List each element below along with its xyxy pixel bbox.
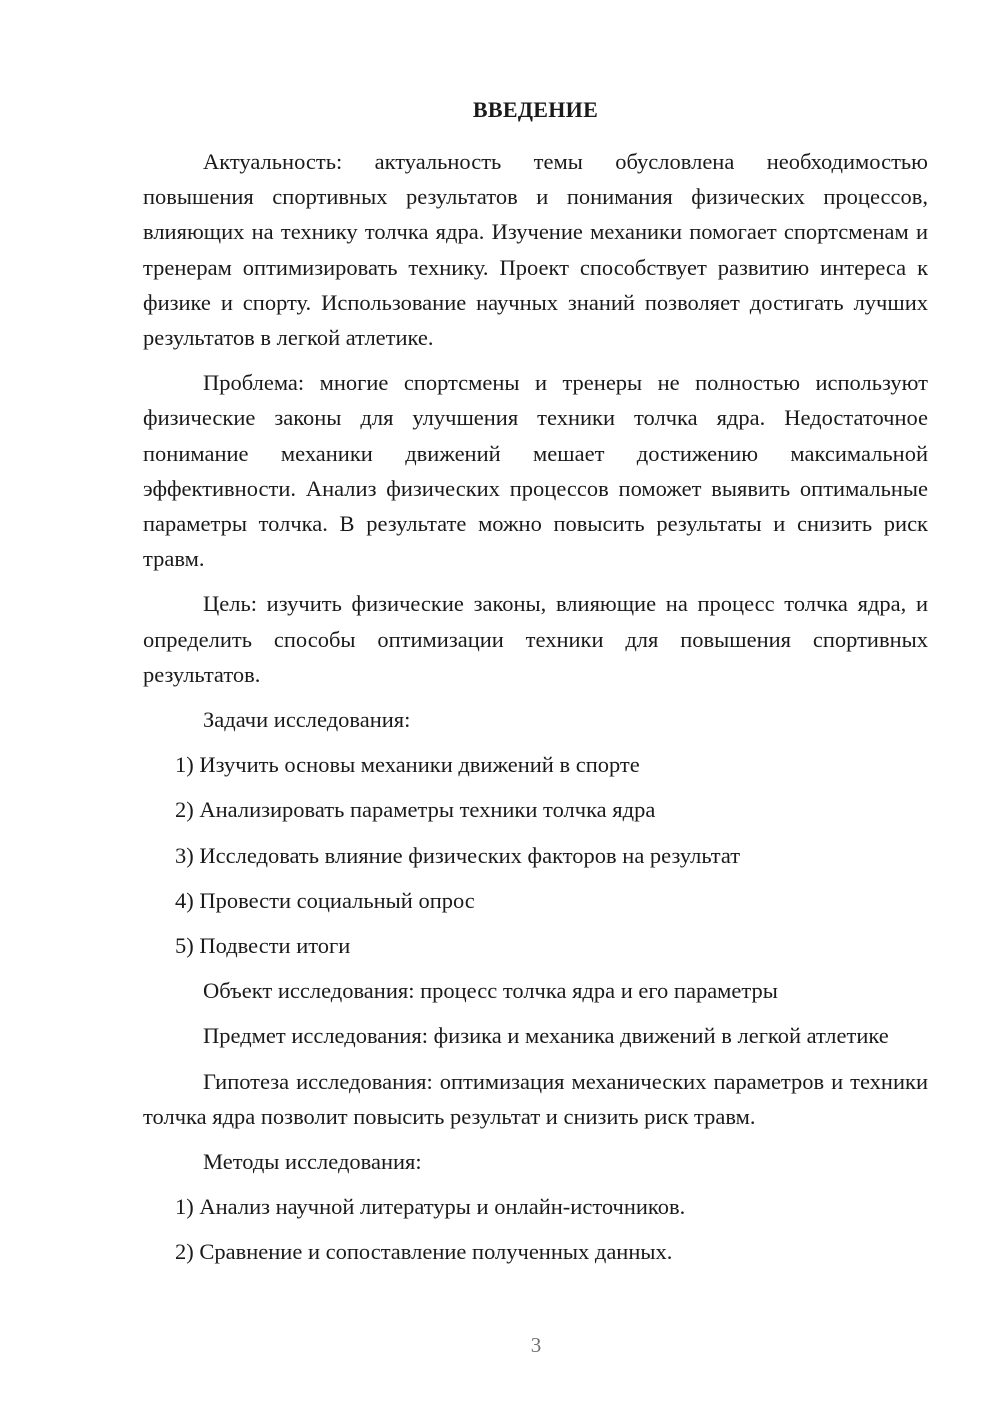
tasks-heading: Задачи исследования: <box>203 707 411 733</box>
relevance-paragraph: Актуальность: актуальность темы обусловлена необходимостью повышения спортивных результатов и понимания физических процессов, влияющих на технику толчка ядра. Изучение механики помогает спортсменам и тренерам оптимизировать технику. Проект способствует развитию интереса к физике и спорту. Использование научных знаний позволяет достигать лучших результатов в легкой атлетике. <box>143 149 928 351</box>
list-item: 1) Изучить основы механики движений в спорте <box>175 752 640 778</box>
page-content <box>143 92 928 1280</box>
object-paragraph: Объект исследования: процесс толчка ядра и его параметры <box>203 978 778 1004</box>
methods-heading: Методы исследования: <box>203 1149 422 1175</box>
goal-paragraph: Цель: изучить физические законы, влияющие на процесс толчка ядра, и определить способы оптимизации техники для повышения спортивных результатов. <box>143 591 928 687</box>
subject-paragraph: Предмет исследования: физика и механика движений в легкой атлетике <box>203 1023 889 1049</box>
tasks-list <box>143 747 928 963</box>
list-item: 3) Исследовать влияние физических факторов на результат <box>175 842 741 868</box>
methods-list <box>143 1189 928 1269</box>
hypothesis-paragraph: Гипотеза исследования: оптимизация механических параметров и техники толчка ядра позволит повысить результат и снизить риск травм. <box>143 1068 928 1129</box>
problem-paragraph: Проблема: многие спортсмены и тренеры не полностью используют физические законы для улучшения техники толчка ядра. Недостаточное понимание механики движений мешает достижению максимальной эффективности. Анализ физических процессов поможет выявить оптимальные параметры толчка. В результате можно повысить результаты и снизить риск травм. <box>143 370 928 572</box>
list-item: 2) Сравнение и сопоставление полученных данных. <box>175 1239 673 1265</box>
list-item: 4) Провести социальный опрос <box>175 887 475 913</box>
list-item: 2) Анализировать параметры техники толчка ядра <box>175 797 656 823</box>
page-number: 3 <box>530 1333 542 1357</box>
list-item: 5) Подвести итоги <box>175 933 351 959</box>
page-title: ВВЕДЕНИЕ <box>472 97 599 122</box>
list-item: 1) Анализ научной литературы и онлайн-источников. <box>175 1194 686 1220</box>
